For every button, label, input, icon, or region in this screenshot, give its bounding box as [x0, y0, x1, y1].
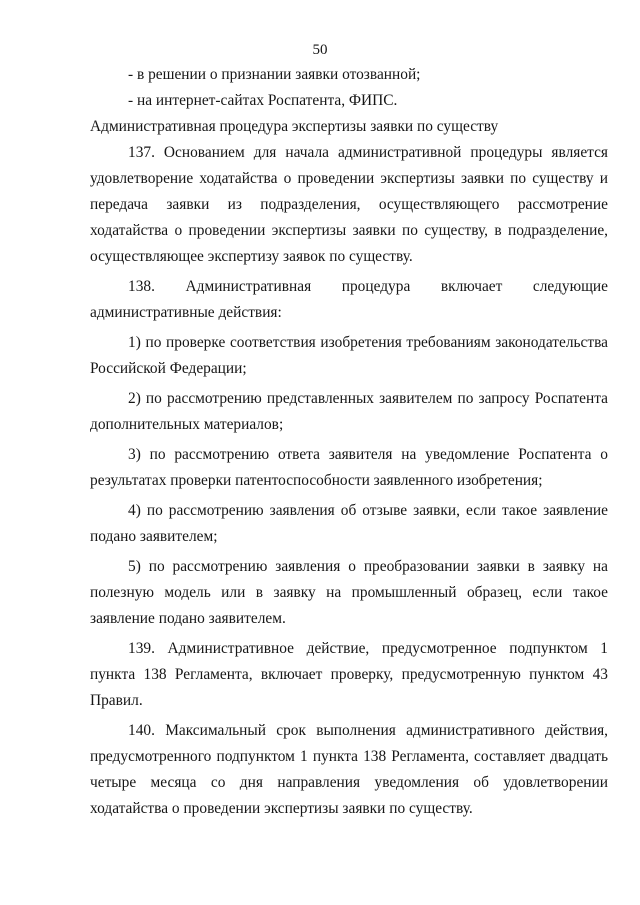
page-number: 50: [312, 42, 328, 58]
paragraph-138: 138. Административная процедура включает следующие административные действия:: [90, 278, 608, 321]
list-line: - на интернет-сайтах Роспатента, ФИПС.: [128, 92, 398, 109]
list-item-5: 5) по рассмотрению заявления о преобразовании заявки в заявку на полезную модель или в заявку на промышленный образец, если такое заявление подано заявителем.: [90, 558, 608, 627]
paragraph-139: 139. Административное действие, предусмотренное подпунктом 1 пункта 138 Регламента, включает проверку, предусмотренную пунктом 43 Правил.: [90, 640, 608, 709]
list-item-1: 1) по проверке соответствия изобретения требованиям законодательства Российской Федерации;: [90, 334, 608, 377]
list-item-2: 2) по рассмотрению представленных заявителем по запросу Роспатента дополнительных материалов;: [90, 390, 608, 433]
document-body: [90, 62, 608, 826]
list-item-4: 4) по рассмотрению заявления об отзыве заявки, если такое заявление подано заявителем;: [90, 502, 608, 545]
paragraph-137: 137. Основанием для начала административной процедуры является удовлетворение ходатайства о проведении экспертизы заявки по существу и передача заявки из подразделения, осуществляющего рассмотрение ходатайства о проведении экспертизы заявки по существу, в подразделение, осуществляющее экспертизу заявок по существу.: [90, 144, 608, 265]
list-item-3: 3) по рассмотрению ответа заявителя на уведомление Роспатента о результатах проверки патентоспособности заявленного изобретения;: [90, 446, 608, 489]
paragraph-140: 140. Максимальный срок выполнения административного действия, предусмотренного подпунктом 1 пункта 138 Регламента, составляет двадцать четыре месяца со дня направления уведомления об удовлетворении ходатайства о проведении экспертизы заявки по существу.: [90, 722, 608, 817]
section-heading: Административная процедура экспертизы заявки по существу: [90, 118, 499, 135]
list-line: - в решении о признании заявки отозванной;: [128, 66, 421, 83]
